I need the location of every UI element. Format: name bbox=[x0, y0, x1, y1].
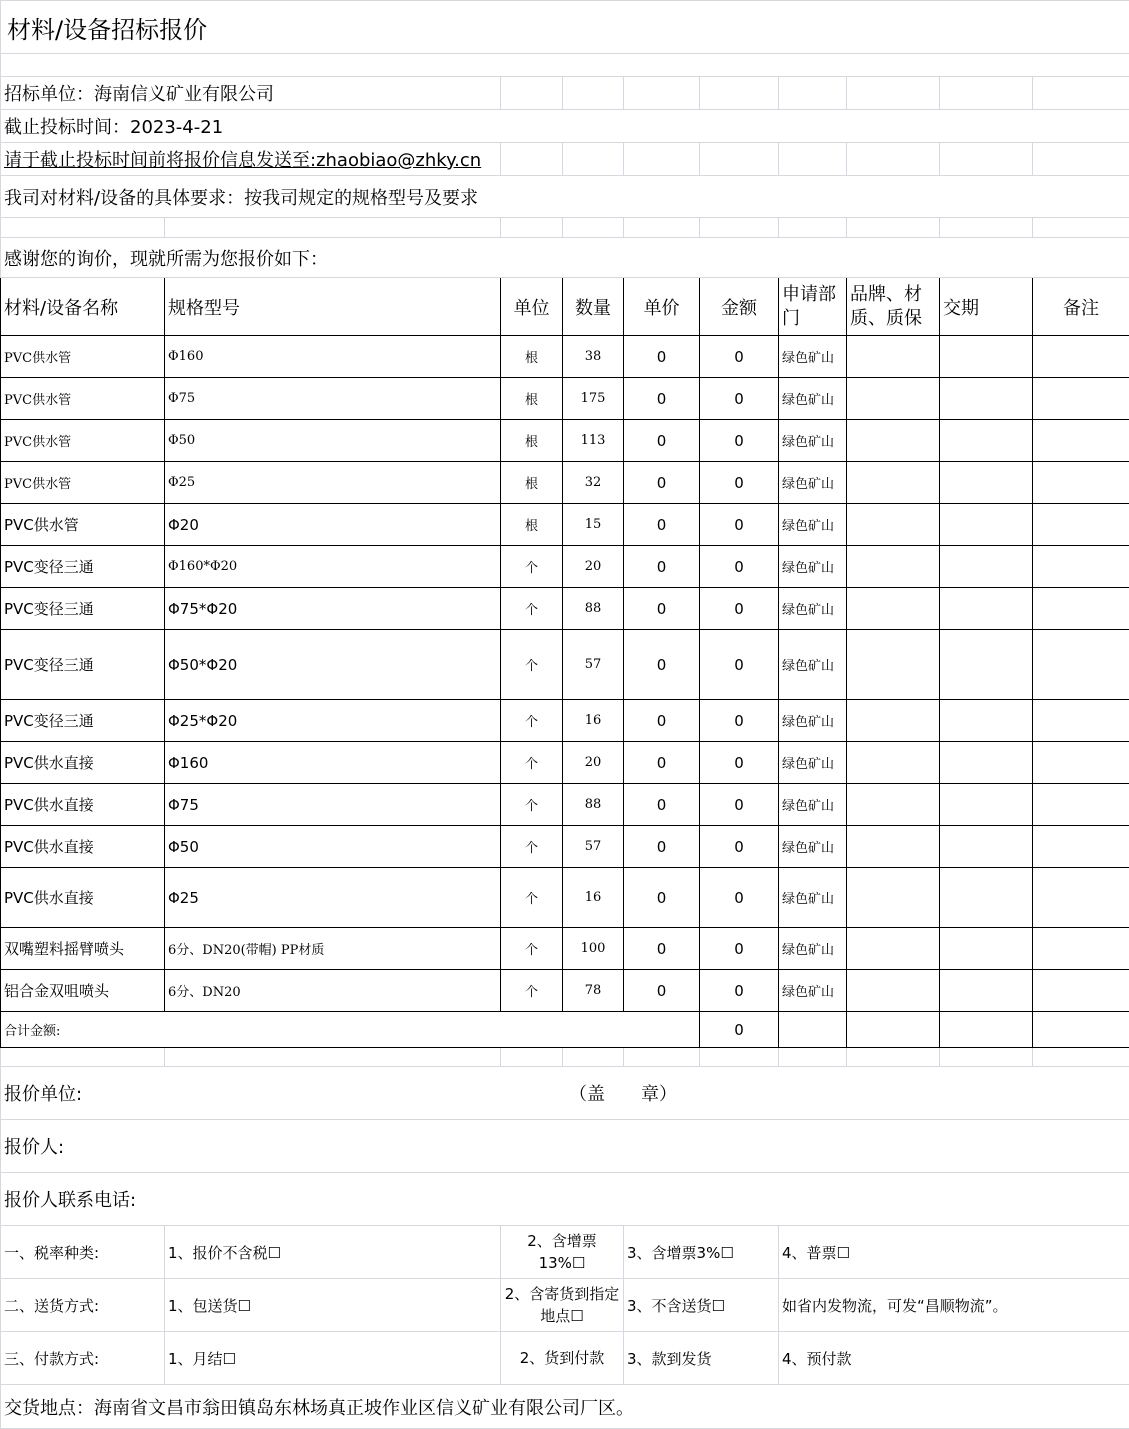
cell-brand bbox=[847, 700, 940, 742]
cell-spec: Φ75 bbox=[165, 784, 501, 826]
table-header-row bbox=[1, 278, 1129, 336]
cell-remark bbox=[1033, 420, 1129, 462]
cell-delivery bbox=[940, 378, 1033, 420]
cell-unit: 个 bbox=[501, 928, 563, 970]
header-price: 单价 bbox=[624, 278, 700, 336]
tax-option-1[interactable]: 1、报价不含税☐ bbox=[165, 1226, 501, 1279]
cell-delivery bbox=[940, 420, 1033, 462]
cell-amount: 0 bbox=[700, 588, 779, 630]
table-row bbox=[1, 784, 1129, 826]
cell-unit: 个 bbox=[501, 742, 563, 784]
cell-remark bbox=[1033, 462, 1129, 504]
cell-remark bbox=[1033, 336, 1129, 378]
cell-name: PVC供水直接 bbox=[1, 826, 165, 868]
cell-delivery bbox=[940, 742, 1033, 784]
cell-qty: 20 bbox=[563, 546, 624, 588]
cell-price: 0 bbox=[624, 742, 700, 784]
cell-brand bbox=[847, 588, 940, 630]
cell-unit: 个 bbox=[501, 546, 563, 588]
cell-dept: 绿色矿山 bbox=[779, 700, 847, 742]
cell-name: PVC变径三通 bbox=[1, 630, 165, 700]
requirement-note: 我司对材料/设备的具体要求：按我司规定的规格型号及要求 bbox=[1, 176, 1129, 218]
cell-qty: 88 bbox=[563, 784, 624, 826]
table-row bbox=[1, 970, 1129, 1012]
cell-qty: 57 bbox=[563, 826, 624, 868]
cell-dept: 绿色矿山 bbox=[779, 868, 847, 928]
cell-price: 0 bbox=[624, 970, 700, 1012]
header-unit: 单位 bbox=[501, 278, 563, 336]
payment-option-3[interactable]: 3、款到发货 bbox=[624, 1332, 779, 1385]
cell-amount: 0 bbox=[700, 826, 779, 868]
cell-dept: 绿色矿山 bbox=[779, 504, 847, 546]
seal-label: （盖 章） bbox=[569, 1080, 677, 1106]
cell-remark bbox=[1033, 630, 1129, 700]
cell-delivery bbox=[940, 588, 1033, 630]
table-row bbox=[1, 378, 1129, 420]
cell-price: 0 bbox=[624, 336, 700, 378]
cell-qty: 32 bbox=[563, 462, 624, 504]
cell-name: PVC供水管 bbox=[1, 378, 165, 420]
cell-delivery bbox=[940, 630, 1033, 700]
tax-option-3[interactable]: 3、含增票3%☐ bbox=[624, 1226, 779, 1279]
tax-label: 一、税率种类: bbox=[1, 1226, 165, 1279]
cell-qty: 38 bbox=[563, 336, 624, 378]
cell-brand bbox=[847, 546, 940, 588]
cell-unit: 根 bbox=[501, 420, 563, 462]
cell-brand bbox=[847, 826, 940, 868]
cell-unit: 根 bbox=[501, 336, 563, 378]
cell-spec: Φ160*Φ20 bbox=[165, 546, 501, 588]
cell-name: PVC供水管 bbox=[1, 504, 165, 546]
cell-dept: 绿色矿山 bbox=[779, 420, 847, 462]
cell-price: 0 bbox=[624, 928, 700, 970]
cell-remark bbox=[1033, 378, 1129, 420]
cell-delivery bbox=[940, 504, 1033, 546]
cell-delivery bbox=[940, 336, 1033, 378]
cell-brand bbox=[847, 504, 940, 546]
cell-brand bbox=[847, 970, 940, 1012]
cell-brand bbox=[847, 420, 940, 462]
cell-brand bbox=[847, 868, 940, 928]
cell-spec: Φ25*Φ20 bbox=[165, 700, 501, 742]
cell-spec: Φ25 bbox=[165, 462, 501, 504]
cell-spec: 6分、DN20 bbox=[165, 970, 501, 1012]
table-row bbox=[1, 504, 1129, 546]
cell-amount: 0 bbox=[700, 742, 779, 784]
cell-price: 0 bbox=[624, 630, 700, 700]
cell-remark bbox=[1033, 742, 1129, 784]
cell-qty: 88 bbox=[563, 588, 624, 630]
cell-name: PVC供水管 bbox=[1, 420, 165, 462]
option-row-tax bbox=[1, 1226, 1129, 1279]
cell-brand bbox=[847, 462, 940, 504]
cell-name: 双嘴塑料摇臂喷头 bbox=[1, 928, 165, 970]
deadline-info: 截止投标时间：2023-4-21 bbox=[1, 110, 1129, 143]
cell-spec: Φ20 bbox=[165, 504, 501, 546]
cell-unit: 个 bbox=[501, 868, 563, 928]
cell-price: 0 bbox=[624, 462, 700, 504]
delivery-place: 交货地点：海南省文昌市翁田镇岛东林场真正坡作业区信义矿业有限公司厂区。 bbox=[1, 1385, 1129, 1429]
cell-delivery bbox=[940, 826, 1033, 868]
cell-amount: 0 bbox=[700, 462, 779, 504]
tax-option-2[interactable]: 2、含增票13%☐ bbox=[501, 1226, 624, 1279]
tax-option-4[interactable]: 4、普票☐ bbox=[779, 1226, 1129, 1279]
cell-dept: 绿色矿山 bbox=[779, 742, 847, 784]
total-row bbox=[1, 1012, 1129, 1048]
cell-name: 铝合金双咀喷头 bbox=[1, 970, 165, 1012]
header-delivery: 交期 bbox=[940, 278, 1033, 336]
cell-delivery bbox=[940, 868, 1033, 928]
cell-amount: 0 bbox=[700, 970, 779, 1012]
quote-person-label: 报价人: bbox=[1, 1120, 1129, 1173]
cell-name: PVC变径三通 bbox=[1, 588, 165, 630]
header-spec: 规格型号 bbox=[165, 278, 501, 336]
shipping-option-3[interactable]: 3、不含送货☐ bbox=[624, 1279, 779, 1332]
cell-amount: 0 bbox=[700, 378, 779, 420]
cell-remark bbox=[1033, 826, 1129, 868]
cell-qty: 16 bbox=[563, 868, 624, 928]
cell-brand bbox=[847, 630, 940, 700]
cell-unit: 个 bbox=[501, 970, 563, 1012]
table-row bbox=[1, 336, 1129, 378]
cell-name: PVC变径三通 bbox=[1, 700, 165, 742]
cell-brand bbox=[847, 336, 940, 378]
shipping-option-1[interactable]: 1、包送货☐ bbox=[165, 1279, 501, 1332]
cell-remark bbox=[1033, 700, 1129, 742]
cell-amount: 0 bbox=[700, 700, 779, 742]
cell-unit: 个 bbox=[501, 630, 563, 700]
cell-dept: 绿色矿山 bbox=[779, 462, 847, 504]
cell-dept: 绿色矿山 bbox=[779, 826, 847, 868]
cell-delivery bbox=[940, 784, 1033, 826]
cell-name: PVC供水直接 bbox=[1, 784, 165, 826]
table-row bbox=[1, 588, 1129, 630]
table-row bbox=[1, 700, 1129, 742]
payment-label: 三、付款方式: bbox=[1, 1332, 165, 1385]
cell-spec: Φ160 bbox=[165, 336, 501, 378]
cell-unit: 个 bbox=[501, 588, 563, 630]
cell-price: 0 bbox=[624, 420, 700, 462]
quote-unit-row bbox=[1, 1067, 1129, 1120]
cell-price: 0 bbox=[624, 378, 700, 420]
cell-remark bbox=[1033, 868, 1129, 928]
header-qty: 数量 bbox=[563, 278, 624, 336]
cell-dept: 绿色矿山 bbox=[779, 546, 847, 588]
cell-dept: 绿色矿山 bbox=[779, 630, 847, 700]
table-row bbox=[1, 462, 1129, 504]
cell-qty: 16 bbox=[563, 700, 624, 742]
cell-amount: 0 bbox=[700, 336, 779, 378]
total-label: 合计金额: bbox=[1, 1012, 700, 1048]
cell-remark bbox=[1033, 970, 1129, 1012]
cell-dept: 绿色矿山 bbox=[779, 970, 847, 1012]
cell-qty: 175 bbox=[563, 378, 624, 420]
cell-price: 0 bbox=[624, 826, 700, 868]
cell-qty: 15 bbox=[563, 504, 624, 546]
cell-amount: 0 bbox=[700, 546, 779, 588]
thanks-note: 感谢您的询价，现就所需为您报价如下： bbox=[1, 238, 1129, 278]
header-remark: 备注 bbox=[1033, 278, 1129, 336]
cell-spec: Φ160 bbox=[165, 742, 501, 784]
cell-unit: 根 bbox=[501, 378, 563, 420]
cell-amount: 0 bbox=[700, 504, 779, 546]
cell-amount: 0 bbox=[700, 868, 779, 928]
cell-spec: Φ25 bbox=[165, 868, 501, 928]
table-row bbox=[1, 630, 1129, 700]
cell-name: PVC供水管 bbox=[1, 336, 165, 378]
cell-amount: 0 bbox=[700, 928, 779, 970]
cell-qty: 20 bbox=[563, 742, 624, 784]
cell-remark bbox=[1033, 504, 1129, 546]
cell-qty: 57 bbox=[563, 630, 624, 700]
bidder-info: 招标单位：海南信义矿业有限公司 bbox=[1, 77, 501, 110]
cell-spec: Φ50 bbox=[165, 826, 501, 868]
table-row bbox=[1, 868, 1129, 928]
cell-dept: 绿色矿山 bbox=[779, 336, 847, 378]
cell-amount: 0 bbox=[700, 630, 779, 700]
page-title: 材料/设备招标报价 bbox=[1, 1, 1129, 54]
cell-price: 0 bbox=[624, 504, 700, 546]
header-name: 材料/设备名称 bbox=[1, 278, 165, 336]
cell-unit: 根 bbox=[501, 504, 563, 546]
option-row-payment bbox=[1, 1332, 1129, 1385]
cell-price: 0 bbox=[624, 546, 700, 588]
cell-amount: 0 bbox=[700, 784, 779, 826]
quote-phone-label: 报价人联系电话: bbox=[1, 1173, 1129, 1226]
shipping-option-2[interactable]: 2、含寄货到指定地点☐ bbox=[501, 1279, 624, 1332]
cell-spec: Φ75*Φ20 bbox=[165, 588, 501, 630]
payment-option-1[interactable]: 1、月结☐ bbox=[165, 1332, 501, 1385]
cell-unit: 个 bbox=[501, 826, 563, 868]
cell-name: PVC变径三通 bbox=[1, 546, 165, 588]
shipping-option-4[interactable]: 如省内发物流，可发“昌顺物流”。 bbox=[779, 1279, 1129, 1332]
cell-dept: 绿色矿山 bbox=[779, 784, 847, 826]
cell-spec: Φ50*Φ20 bbox=[165, 630, 501, 700]
cell-dept: 绿色矿山 bbox=[779, 928, 847, 970]
cell-remark bbox=[1033, 784, 1129, 826]
cell-spec: Φ75 bbox=[165, 378, 501, 420]
table-row bbox=[1, 420, 1129, 462]
cell-qty: 78 bbox=[563, 970, 624, 1012]
cell-unit: 根 bbox=[501, 462, 563, 504]
cell-price: 0 bbox=[624, 868, 700, 928]
option-row-shipping bbox=[1, 1279, 1129, 1332]
cell-unit: 个 bbox=[501, 700, 563, 742]
table-row bbox=[1, 826, 1129, 868]
cell-qty: 100 bbox=[563, 928, 624, 970]
cell-delivery bbox=[940, 970, 1033, 1012]
cell-delivery bbox=[940, 928, 1033, 970]
cell-brand bbox=[847, 742, 940, 784]
header-brand: 品牌、材质、质保 bbox=[847, 278, 940, 336]
cell-dept: 绿色矿山 bbox=[779, 588, 847, 630]
header-amount: 金额 bbox=[700, 278, 779, 336]
cell-qty: 113 bbox=[563, 420, 624, 462]
cell-name: PVC供水管 bbox=[1, 462, 165, 504]
cell-delivery bbox=[940, 546, 1033, 588]
cell-spec: Φ50 bbox=[165, 420, 501, 462]
cell-price: 0 bbox=[624, 784, 700, 826]
cell-name: PVC供水直接 bbox=[1, 742, 165, 784]
cell-delivery bbox=[940, 462, 1033, 504]
cell-brand bbox=[847, 378, 940, 420]
payment-option-4[interactable]: 4、预付款 bbox=[779, 1332, 1129, 1385]
table-row bbox=[1, 928, 1129, 970]
cell-remark bbox=[1033, 928, 1129, 970]
cell-delivery bbox=[940, 700, 1033, 742]
header-dept: 申请部门 bbox=[779, 278, 847, 336]
shipping-label: 二、送货方式: bbox=[1, 1279, 165, 1332]
total-value: 0 bbox=[700, 1012, 779, 1048]
email-note[interactable]: 请于截止投标时间前将报价信息发送至:zhaobiao@zhky.cn bbox=[1, 143, 501, 176]
payment-option-2[interactable]: 2、货到付款 bbox=[501, 1332, 624, 1385]
cell-price: 0 bbox=[624, 588, 700, 630]
cell-dept: 绿色矿山 bbox=[779, 378, 847, 420]
table-row bbox=[1, 546, 1129, 588]
table-row bbox=[1, 742, 1129, 784]
cell-brand bbox=[847, 928, 940, 970]
quote-unit-label: 报价单位: bbox=[4, 1084, 82, 1105]
cell-spec: 6分、DN20(带帽) PP材质 bbox=[165, 928, 501, 970]
cell-remark bbox=[1033, 546, 1129, 588]
cell-brand bbox=[847, 784, 940, 826]
cell-price: 0 bbox=[624, 700, 700, 742]
cell-unit: 个 bbox=[501, 784, 563, 826]
cell-amount: 0 bbox=[700, 420, 779, 462]
cell-remark bbox=[1033, 588, 1129, 630]
cell-name: PVC供水直接 bbox=[1, 868, 165, 928]
